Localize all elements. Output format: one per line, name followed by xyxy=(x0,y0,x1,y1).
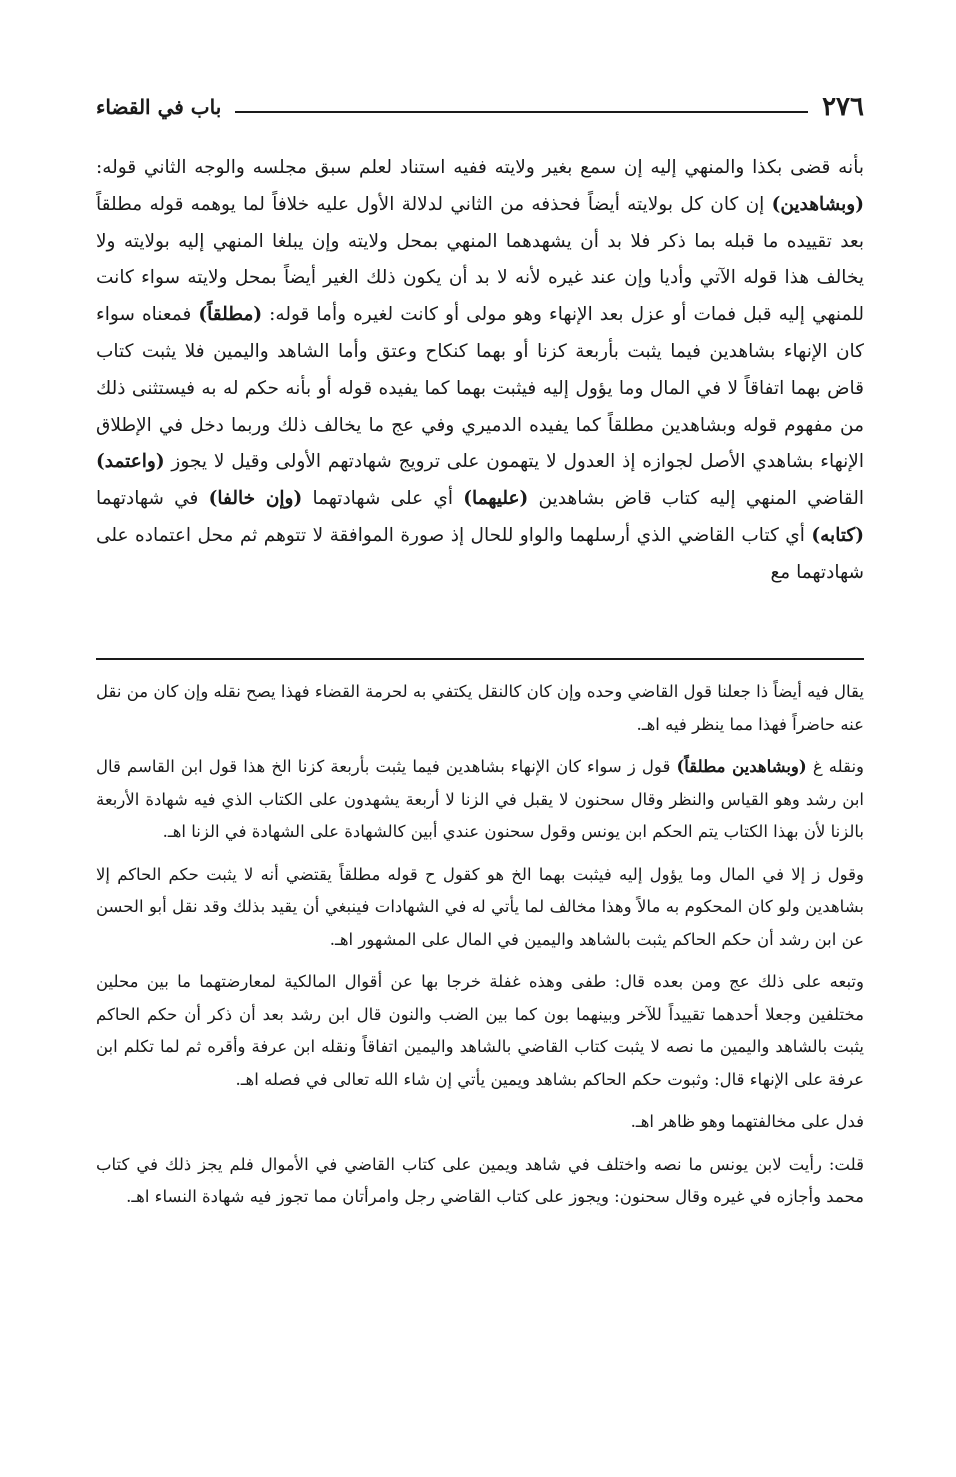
footnote-paragraph: وقول ز إلا في المال وما يؤول إليه فيثبت بهما الخ هو كقول ح قوله مطلقاً يقتضي أنه لا يثبت حكم الحاكم إلا بشاهدين ولو كان المحكوم به مالاً وهذا مخالف لما يأتي له في الشهادات فينبغي أن يقيد بذلك وقد نقل أبو الحسن عن ابن رشد أن حكم الحاكم يثبت بالشاهد واليمين في المال على المشهور اهـ. xyxy=(96,864,864,949)
matn-keyword: (وبشاهدين) xyxy=(771,193,864,215)
footnote-separator xyxy=(96,658,864,660)
text-segment: في شهادتهما xyxy=(96,488,209,510)
footnote-paragraph: قلت: رأيت لابن يونس ما نصه واختلف في شاهد ويمين على كتاب القاضي في الأموال فلم يجز ذلك في كتاب محمد وأجازه في غيره وقال سحنون: ويجوز على كتاب القاضي رجل وامرأتان مما تجوز فيه شهادة النساء اهـ. xyxy=(96,1154,864,1206)
matn-keyword: (عليهما) xyxy=(463,488,529,510)
footnote-paragraph: يقال فيه أيضاً ذا جعلنا قول القاضي وحده وإن كان كالنقل يكتفي به لحرمة القضاء فهذا يصح نقله وإن كان من نقل عنه حاضراً فهذا مما ينظر فيه اهـ. xyxy=(96,682,864,734)
text-segment: أي على شهادتهما xyxy=(302,488,464,510)
book-page xyxy=(96,78,864,1408)
footnote-paragraph: وتبعه على ذلك عج ومن بعده قال: طفى وهذه غفلة خرجا بها عن أقوال المالكية لمعارضتهما ما بين محلين مختلفين وجعلا أحدهما تقييداً للآخر وبينهما بون كما بين الضب والنون قال ابن رشد بعد أن ذكر أن حكم الحاكم يثبت بالشاهد واليمين ما نصه لا يثبت كتاب القاضي بالشاهد واليمين اتفاقاً ونقله ابن عرفة وأقره ثم لما تكلم ابن عرفة على الإنهاء قال: وثبوت حكم الحاكم بشاهد ويمين يأتي إن شاء الله تعالى في فصله اهـ. xyxy=(96,972,864,1089)
main-paragraph xyxy=(96,150,864,592)
matn-keyword: (كتابه) xyxy=(811,524,864,546)
text-segment: قول ز سواء كان الإنهاء بشاهدين فيما يثبت بأربعة كزنا الخ هذا قول ابن القاسم قال ابن رشد وهو القياس والنظر وقال سحنون لا يقبل في الزنا لا أربعة يشهدون على الكتاب الذي فيه شهادة الأربعة بالزنا لأن بهذا الكتاب يتم الحكم ابن يونس وقول سحنون عندي أبين كالشهادة على الشهادة في الزنا اهـ. xyxy=(96,757,864,841)
text-segment: أي كتاب القاضي الذي أرسلهما والواو للحال إذ صورة الموافقة لا تتوهم ثم محل اعتماده على شهادتهما مع xyxy=(96,524,864,583)
text-segment: القاضي المنهي إليه كتاب قاض بشاهدين xyxy=(528,488,864,510)
footnote-paragraph: فدل على مخالفتهما وهو ظاهر اهـ. xyxy=(630,1112,864,1131)
footnotes xyxy=(96,676,864,1224)
running-title: باب في القضاء xyxy=(96,95,222,119)
text-segment: فمعناه سواء كان الإنهاء بشاهدين فيما يثبت بأربعة كزنا أو بهما كنكاح وعتق وأما الشاهد واليمين فلا يثبت كتاب قاض بهما اتفاقاً لا في المال وما يؤول إليه فيثبت بهما كما يفيده قوله أو بأنه حكم له به فيستثنى ذلك من مفهوم قوله وبشاهدين مطلقاً كما يفيده الدميري وفي عج ما يخالف ذلك وربما دخل في الإطلاق الإنهاء بشاهدي الأصل لجوازه إذ العدول لا يتهمون على ترويج شهادتهم الأولى وقيل لا يجوز xyxy=(96,304,864,473)
matn-keyword: (واعتمد) xyxy=(96,451,165,473)
header-rule xyxy=(235,111,808,113)
matn-keyword: (مطلقاً) xyxy=(198,304,263,326)
page-header xyxy=(96,78,864,122)
footnote-paragraph xyxy=(96,751,864,849)
matn-keyword: (وإن خالفا) xyxy=(208,488,303,510)
main-text xyxy=(96,150,864,628)
text-segment: بأنه قضى بكذا والمنهي إليه إن سمع بغير ولايته ففيه استناد لعلم سبق مجلسه والوجه الثاني قوله: xyxy=(96,157,864,178)
text-segment: ونقله غ xyxy=(806,757,864,776)
text-segment: إن كان كل بولايته أيضاً فحذفه من الثاني لدلالة الأول عليه خلافاً لما يوهمه قوله مطلقاً بعد تقييده ما قبله بما ذكر فلا بد أن يشهدهما المنهي بمحل ولايته وإن يبلغا المنهي إليه بولايته ولا يخالف هذا قوله الآتي وأديا وإن عند غيره لأنه لا بد أن يكون ذلك الغير أيضاً بمحل ولايته سواء كانت للمنهي إليه قبل فمات أو عزل بعد الإنهاء وهو مولى أو كانت لغيره وأما قوله: xyxy=(96,193,864,326)
footnote-keyword: (وبشاهدين مطلقاً) xyxy=(676,757,807,776)
page-number: ٢٧٦ xyxy=(822,92,864,122)
